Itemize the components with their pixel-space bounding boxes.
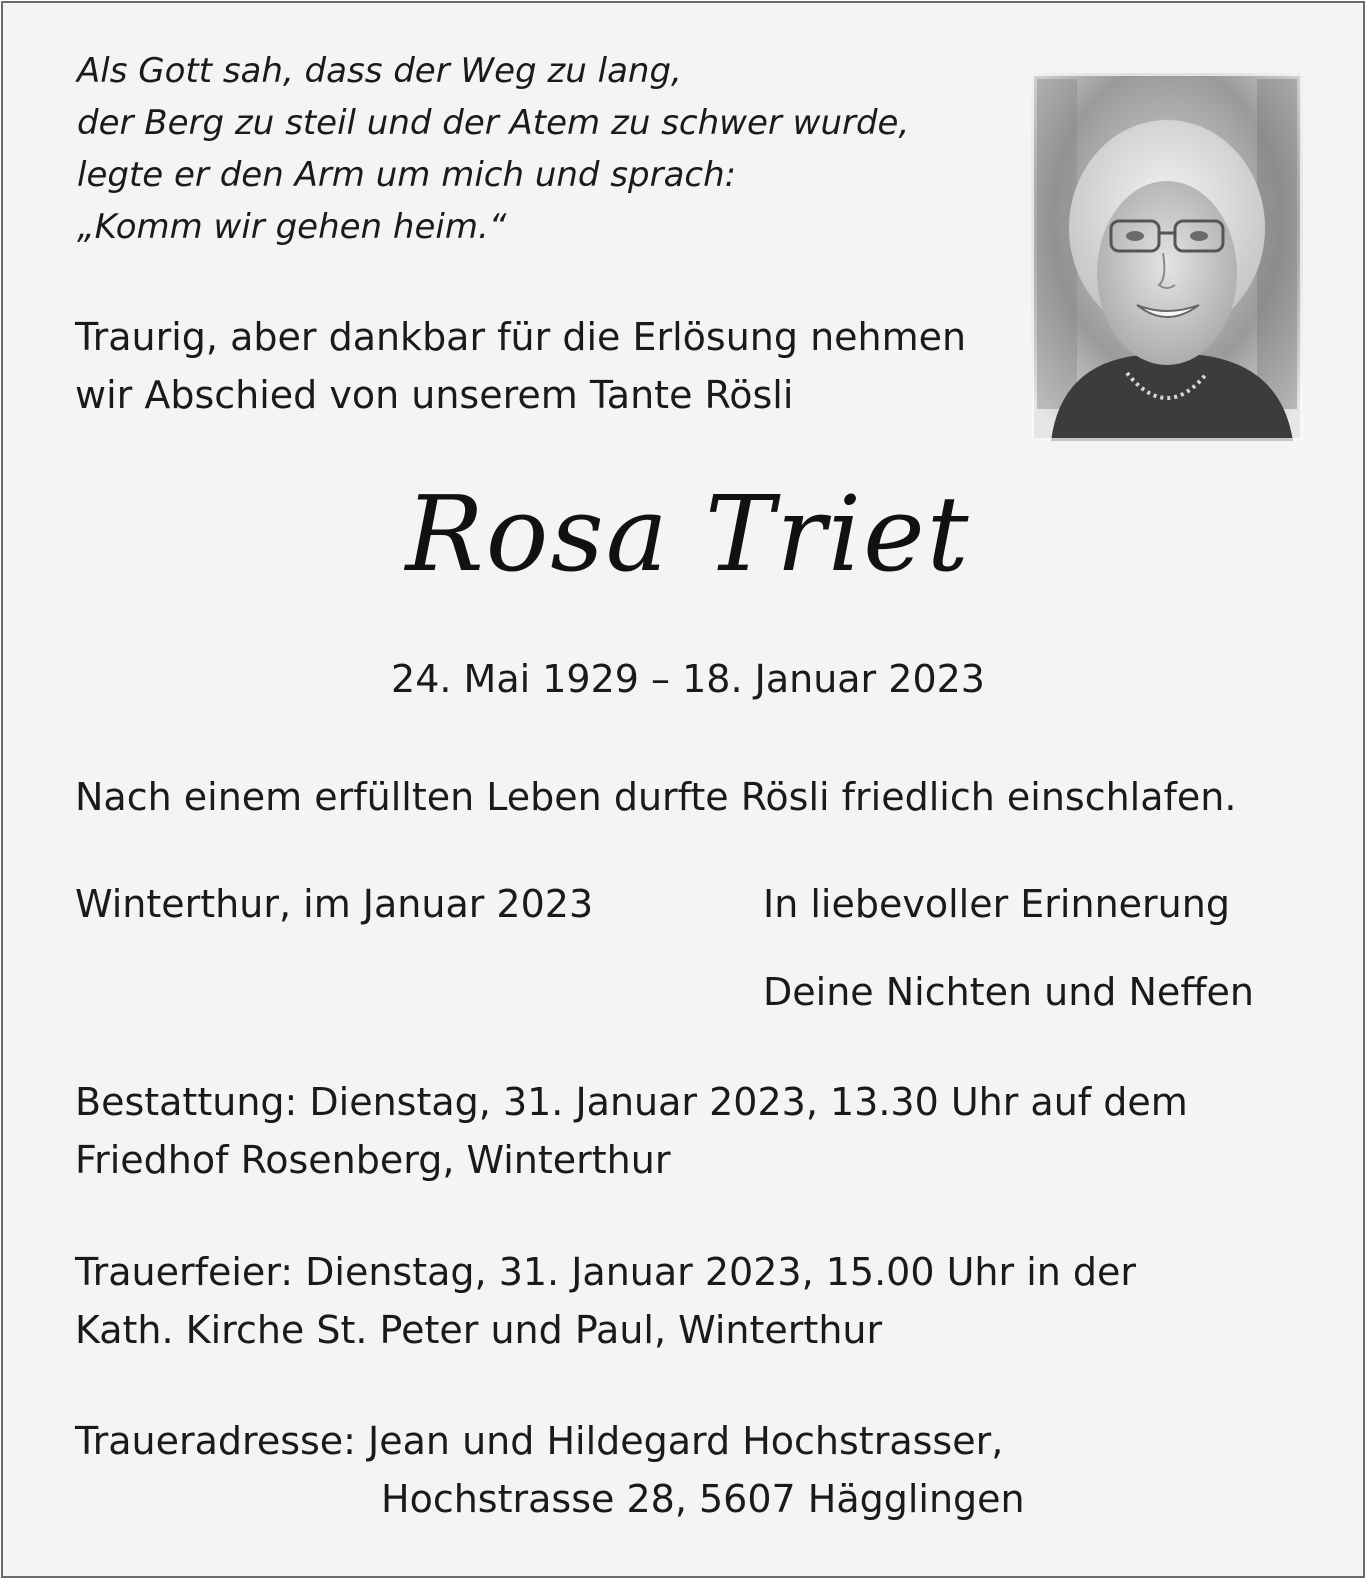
address-line: Hochstrasse 28, 5607 Hägglingen (381, 1477, 1025, 1521)
place-date: Winterthur, im Januar 2023 (75, 882, 594, 926)
burial-line: Friedhof Rosenberg, Winterthur (75, 1138, 671, 1182)
life-dates: 24. Mai 1929 – 18. Januar 2023 (391, 657, 985, 701)
poem-line: der Berg zu steil und der Atem zu schwer wurde, (77, 103, 910, 143)
address-line: Traueradresse: Jean und Hildegard Hochstrasser, (75, 1419, 1004, 1463)
deceased-name: Rosa Triet (405, 473, 971, 595)
mourners-line: Deine Nichten und Neffen (763, 970, 1254, 1014)
farewell-message: Nach einem erfüllten Leben durfte Rösli friedlich einschlafen. (75, 775, 1237, 819)
remembrance-line: In liebevoller Erinnerung (763, 882, 1230, 926)
poem-line: „Komm wir gehen heim.“ (77, 207, 507, 247)
mourning-address (75, 1412, 1025, 1528)
service-info (75, 1243, 1136, 1359)
service-line: Kath. Kirche St. Peter und Paul, Winterthur (75, 1308, 883, 1352)
service-line: Trauerfeier: Dienstag, 31. Januar 2023, 15.00 Uhr in der (75, 1250, 1137, 1294)
burial-line: Bestattung: Dienstag, 31. Januar 2023, 13.30 Uhr auf dem (75, 1080, 1188, 1124)
intro-text (75, 308, 966, 424)
burial-info (75, 1073, 1188, 1189)
portrait-photo (1031, 73, 1303, 441)
poem-line: legte er den Arm um mich und sprach: (77, 155, 737, 195)
obituary-card (1, 1, 1365, 1578)
poem-line: Als Gott sah, dass der Weg zu lang, (77, 51, 682, 91)
intro-line: wir Abschied von unserem Tante Rösli (75, 373, 794, 417)
intro-line: Traurig, aber dankbar für die Erlösung nehmen (75, 315, 967, 359)
poem (77, 45, 909, 253)
